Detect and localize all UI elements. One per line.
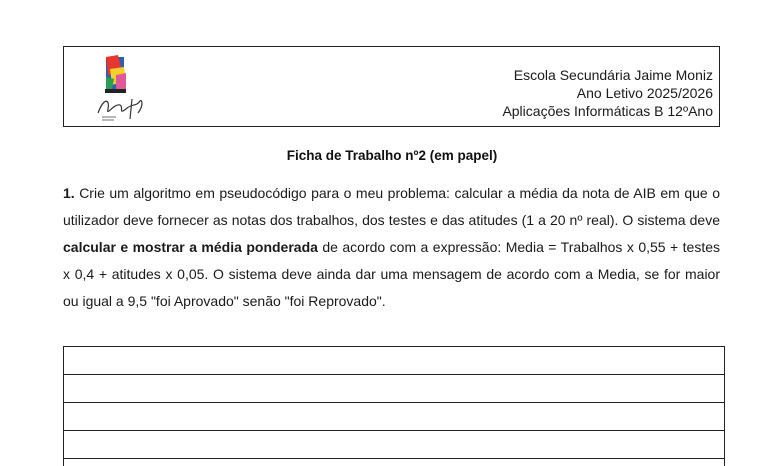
school-name: Escola Secundária Jaime Moniz (513, 67, 713, 83)
exercise-text-part2: de acordo com a expressão: Media = Trabalhos x 0,55 + testes x 0,4 + atitudes x 0,05. O sistema deve ainda dar uma mensagem de acordo com a Media, se for maior ou igual a 9,5 "foi Aprovado" senão "foi Reprovado". (63, 239, 720, 309)
answer-line[interactable] (64, 347, 724, 375)
school-logo (86, 51, 156, 125)
exercise-number: 1. (63, 185, 75, 201)
answer-line[interactable] (64, 431, 724, 459)
answer-box (63, 346, 725, 466)
exercise-1 (63, 180, 720, 315)
document-title: Ficha de Trabalho nº2 (em papel) (286, 148, 498, 163)
header-box (63, 46, 720, 127)
school-info (502, 66, 713, 120)
exercise-text-part1: Crie um algoritmo em pseudocódigo para o meu problema: calcular a média da nota de AIB em que o utilizador deve fornecer as notas dos trabalhos, dos testes e das atitudes (1 a 20 nº real). O sistema deve (63, 185, 720, 228)
answer-line[interactable] (64, 403, 724, 431)
answer-line[interactable] (64, 375, 724, 403)
exercise-emphasis: calcular e mostrar a média ponderada (63, 239, 318, 255)
course-name: Aplicações Informáticas B 12ºAno (502, 103, 713, 119)
school-year: Ano Letivo 2025/2026 (576, 85, 713, 101)
